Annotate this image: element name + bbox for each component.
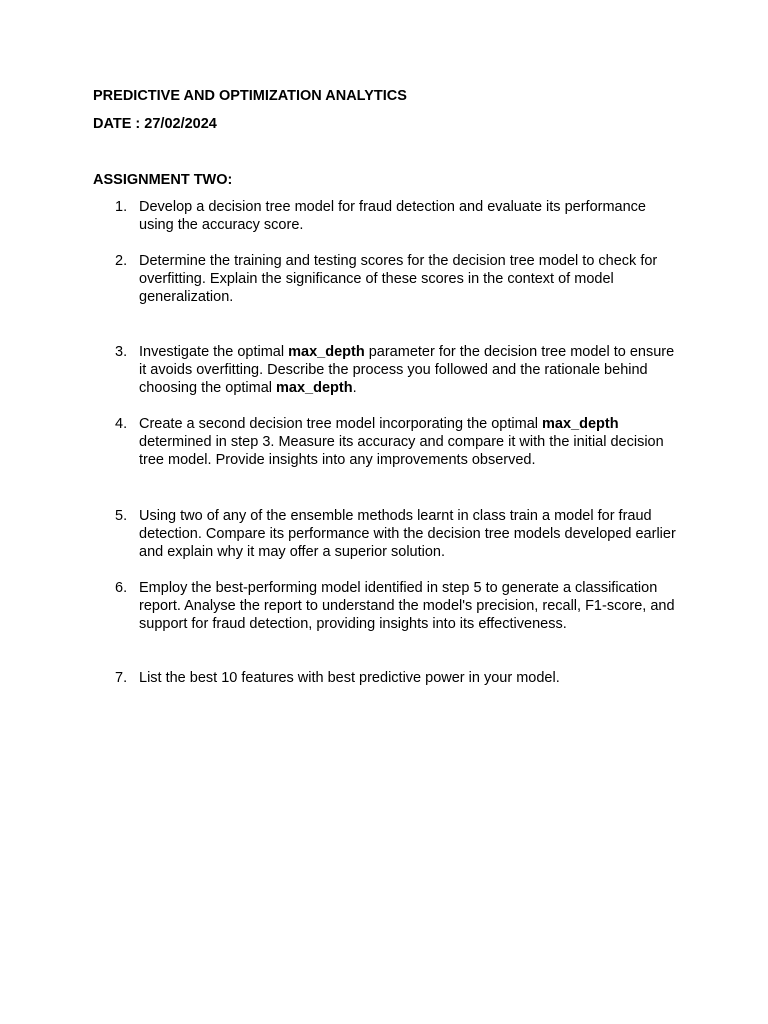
item-text: Using two of any of the ensemble methods learnt in class train a model for fraud detection. Compare its performance with the decision tree models developed earlier and explain why it may offer a superior solution. [139,508,676,560]
assignment-heading: ASSIGNMENT TWO: [93,172,233,188]
param-name: max_depth [276,380,353,396]
item-text: Investigate the optimal max_depth parameter for the decision tree model to ensure it avoids overfitting. Describe the process you followed and the rationale behind choosing the optimal max_depth. [139,344,675,396]
item-text: Employ the best-performing model identified in step 5 to generate a classification report. Analyse the report to understand the model's precision, recall, F1-score, and support for fraud detection, providing insights into its effectiveness. [139,580,675,632]
item-text: List the best 10 features with best predictive power in your model. [139,670,560,686]
item-text: Determine the training and testing scores for the decision tree model to check for overfitting. Explain the significance of these scores in the context of model generalization. [139,253,658,305]
item-text: Create a second decision tree model incorporating the optimal max_depth determined in step 3. Measure its accuracy and compare it with the initial decision tree model. Provide insights into any improvements observed. [139,416,664,468]
param-name: max_depth [288,344,365,360]
item-number: 7. [115,670,128,686]
course-title: PREDICTIVE AND OPTIMIZATION ANALYTICS [93,88,407,104]
item-number: 2. [115,253,128,269]
item-number: 4. [115,416,128,432]
item-number: 3. [115,344,128,360]
date-line: DATE : 27/02/2024 [93,116,217,132]
param-name: max_depth [542,416,619,432]
item-number: 1. [115,199,128,215]
item-number: 5. [115,508,128,524]
item-number: 6. [115,580,128,596]
item-text: Develop a decision tree model for fraud detection and evaluate its performance using the accuracy score. [139,199,646,233]
